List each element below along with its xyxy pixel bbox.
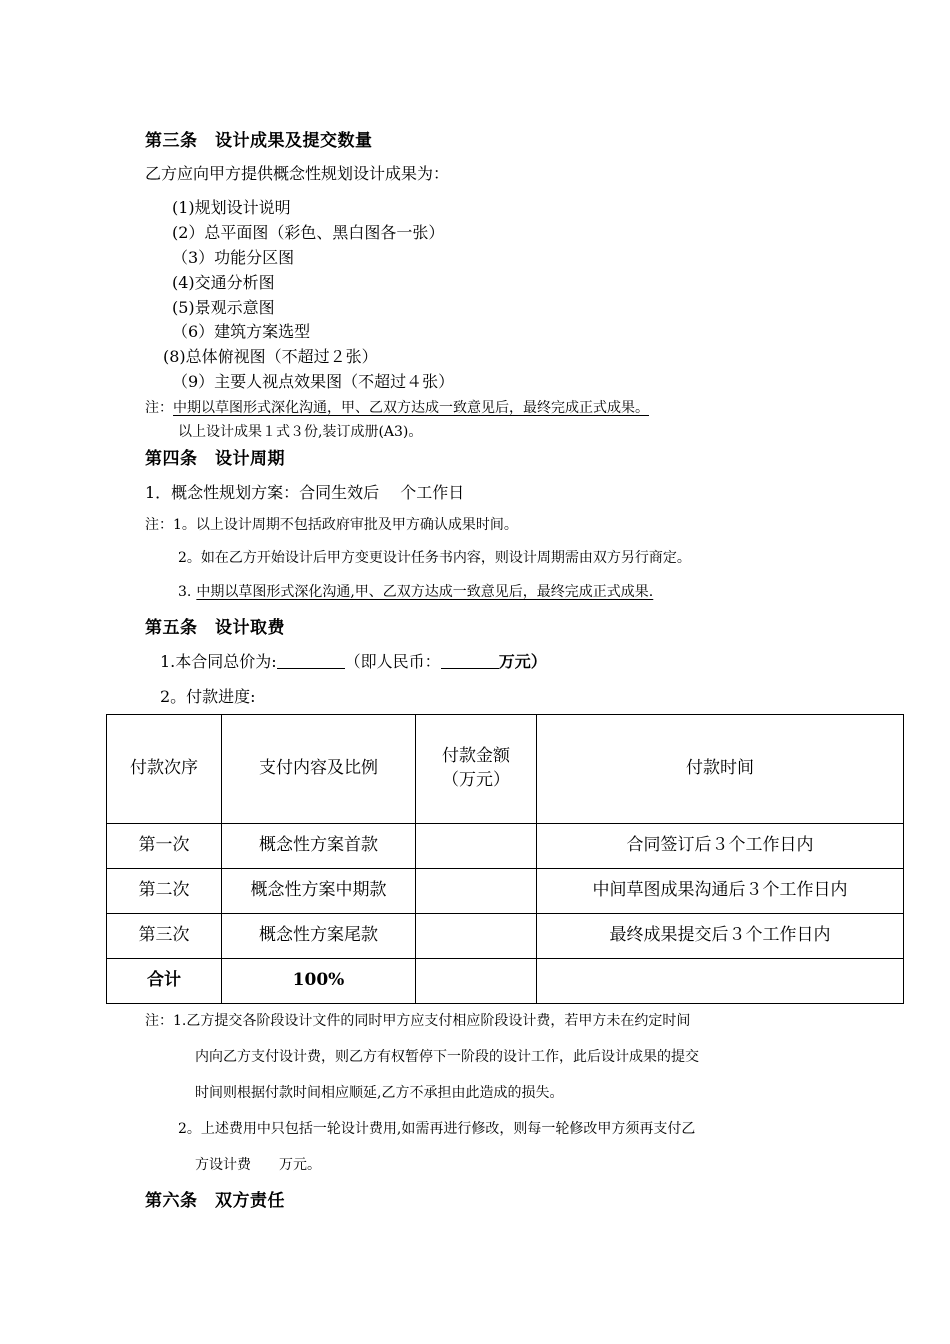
table-cell [416,824,537,869]
deliverable-item: (1)规划设计说明 [172,198,291,217]
table-cell [537,959,904,1004]
table-cell [416,959,537,1004]
note-number: 3. [178,584,192,600]
table-cell: 最终成果提交后３个工作日内 [537,914,904,959]
table-cell: 合同签订后３个工作日内 [537,824,904,869]
total-label-cell: 合计 [107,959,222,1004]
table-row [107,914,904,959]
payment-table [106,714,904,1004]
header-amount-line1: 付款金额 [442,746,510,767]
header-cell: 付款时间 [537,715,904,824]
table-cell: 概念性方案尾款 [222,914,416,959]
payment-progress-label: 2。付款进度: [160,687,256,706]
table-cell: 概念性方案首款 [222,824,416,869]
table-cell [416,869,537,914]
rmb-label: （即人民币： [344,652,441,671]
deliverable-item: (5)景观示意图 [172,298,275,317]
article-3-copies: 以上设计成果１式３份,装订成册(A3)。 [178,424,423,440]
total-percent-cell: 100% [222,959,416,1004]
article-6-title: 第六条 双方责任 [145,1191,285,1211]
fee-note-line: 方设计费 万元。 [195,1157,321,1173]
price-label: 1.本合同总价为: [160,652,277,671]
rmb-blank [441,652,499,669]
table-cell: 第二次 [107,869,222,914]
fee-note-line: 内向乙方支付设计费，则乙方有权暂停下一阶段的设计工作，此后设计成果的提交 [195,1049,699,1065]
total-price-line [160,649,547,672]
article-3-intro: 乙方应向甲方提供概念性规划设计成果为： [145,164,450,183]
table-cell: 概念性方案中期款 [222,869,416,914]
fee-note-line: 注：1.乙方提交各阶段设计文件的同时甲方应支付相应阶段设计费，若甲方未在约定时间 [145,1013,691,1029]
table-cell [416,914,537,959]
deliverable-item: (8)总体俯视图（不超过２张） [163,347,378,366]
deliverable-item: （6）建筑方案选型 [172,322,311,341]
deliverable-item: (2）总平面图（彩色、黑白图各一张） [172,223,445,242]
table-cell: 第一次 [107,824,222,869]
period-note: 2。如在乙方开始设计后甲方变更设计任务书内容，则设计周期需由双方另行商定。 [178,550,691,566]
note-prefix: 注： [145,400,173,416]
table-cell: 中间草图成果沟通后３个工作日内 [537,869,904,914]
fee-note-line: 2。上述费用中只包括一轮设计费用,如需再进行修改，则每一轮修改甲方须再支付乙 [178,1121,696,1137]
design-period-line: 1．概念性规划方案：合同生效后 个工作日 [145,483,465,502]
article-3-title: 第三条 设计成果及提交数量 [145,131,373,151]
article-3-note [145,397,649,417]
table-row [107,824,904,869]
period-note [178,581,653,601]
header-cell: 付款次序 [107,715,222,824]
article-4-title: 第四条 设计周期 [145,449,285,469]
table-cell: 第三次 [107,914,222,959]
price-blank [277,652,345,669]
deliverable-item: （3）功能分区图 [172,248,295,267]
deliverable-item: （9）主要人视点效果图（不超过４张） [172,372,455,391]
header-amount-line2: （万元） [442,770,510,790]
table-row [107,869,904,914]
article-5-title: 第五条 设计取费 [145,618,285,638]
header-cell [416,715,537,824]
note-text: 中期以草图形式深化沟通,甲、乙双方达成一致意见后，最终完成正式成果. [196,584,654,600]
period-note: 注：1。以上设计周期不包括政府审批及甲方确认成果时间。 [145,517,518,533]
table-total-row [107,959,904,1004]
table-header-row [107,715,904,824]
deliverable-item: (4)交通分析图 [172,273,275,292]
unit-label: 万元） [498,652,547,671]
note-text: 中期以草图形式深化沟通，甲、乙双方达成一致意见后，最终完成正式成果。 [173,400,649,416]
fee-note-line: 时间则根据付款时间相应顺延,乙方不承担由此造成的损失。 [195,1085,564,1101]
header-cell: 支付内容及比例 [222,715,416,824]
